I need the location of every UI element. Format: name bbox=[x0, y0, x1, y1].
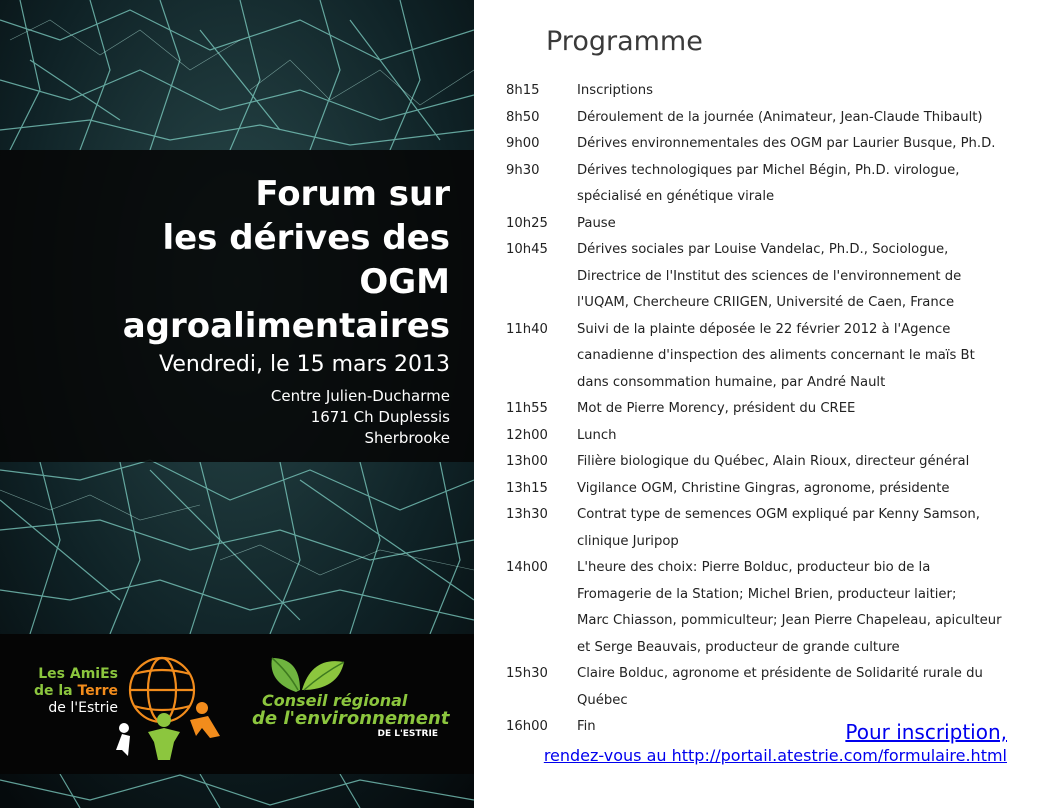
amies-logo-text bbox=[18, 666, 118, 717]
description-line: Fromagerie de la Station; Michel Brien, producteur laitier; bbox=[577, 586, 957, 602]
schedule-description bbox=[577, 476, 1026, 503]
schedule-description bbox=[577, 396, 1026, 423]
description-line: Québec bbox=[577, 692, 628, 708]
schedule-time: 13h00 bbox=[506, 454, 548, 469]
forum-title-line: les dérives des bbox=[162, 218, 450, 258]
description-line: Pause bbox=[577, 215, 616, 231]
amies-logo-line: de la Terre bbox=[33, 683, 118, 699]
schedule-row bbox=[506, 396, 1026, 423]
description-line: Inscriptions bbox=[577, 83, 653, 98]
cree-logo bbox=[246, 652, 456, 762]
schedule-row bbox=[506, 502, 1026, 555]
schedule-description bbox=[577, 237, 1026, 317]
cree-logo-line: de l'environnement bbox=[252, 708, 450, 729]
schedule-row bbox=[506, 158, 1026, 211]
schedule-row bbox=[506, 555, 1026, 661]
schedule-description bbox=[577, 78, 1026, 105]
schedule-time: 10h45 bbox=[506, 242, 548, 257]
schedule-description bbox=[577, 211, 1026, 238]
schedule-time: 8h50 bbox=[506, 109, 540, 125]
description-line: Dérives sociales par Louise Vandelac, Ph.D., Sociologue, bbox=[577, 242, 949, 257]
venue-line: 1671 Ch Duplessis bbox=[310, 408, 450, 426]
description-line: Déroulement de la journée (Animateur, Jean-Claude Thibault) bbox=[577, 109, 983, 125]
schedule-row bbox=[506, 317, 1026, 397]
cree-logo-line: DE L'ESTRIE bbox=[377, 729, 438, 739]
forum-title bbox=[20, 172, 450, 348]
schedule-time: 10h25 bbox=[506, 215, 548, 231]
event-venue bbox=[20, 386, 450, 449]
schedule-row bbox=[506, 476, 1026, 503]
schedule-time: 13h15 bbox=[506, 480, 548, 496]
description-line: canadienne d'inspection des aliments concernant le maïs Bt bbox=[577, 348, 975, 363]
schedule-row bbox=[506, 661, 1026, 714]
cree-logo-text bbox=[252, 692, 452, 740]
description-line: Filière biologique du Québec, Alain Rioux, directeur général bbox=[577, 454, 970, 469]
forum-title-line: Forum sur bbox=[255, 174, 450, 214]
description-line: dans consommation humaine, par André Nault bbox=[577, 374, 886, 390]
schedule-description bbox=[577, 131, 1026, 158]
schedule-time: 13h30 bbox=[506, 507, 548, 522]
schedule-time: 8h15 bbox=[506, 83, 540, 98]
schedule-time: 16h00 bbox=[506, 719, 548, 734]
schedule-row bbox=[506, 423, 1026, 450]
schedule-time: 9h30 bbox=[506, 162, 540, 178]
amies-de-la-terre-logo bbox=[16, 646, 226, 766]
event-date: Vendredi, le 15 mars 2013 bbox=[159, 352, 450, 377]
schedule-description bbox=[577, 423, 1026, 450]
schedule-time: 15h30 bbox=[506, 666, 548, 681]
schedule-description bbox=[577, 158, 1026, 211]
schedule-row bbox=[506, 237, 1026, 317]
event-poster bbox=[0, 0, 474, 808]
schedule-time: 9h00 bbox=[506, 136, 540, 151]
registration-link-url[interactable]: rendez-vous au http://portail.atestrie.com/formulaire.html bbox=[543, 746, 1007, 765]
schedule-description bbox=[577, 317, 1026, 397]
description-line: l'UQAM, Chercheure CRIIGEN, Université de Caen, France bbox=[577, 295, 955, 310]
description-line: L'heure des choix: Pierre Bolduc, producteur bio de la bbox=[577, 560, 931, 575]
schedule-row bbox=[506, 211, 1026, 238]
program-schedule bbox=[506, 78, 1026, 741]
schedule-time: 12h00 bbox=[506, 427, 548, 443]
amies-logo-line: de l'Estrie bbox=[48, 700, 118, 716]
schedule-description bbox=[577, 502, 1026, 555]
sponsor-logo-band bbox=[0, 634, 474, 774]
description-line: Dérives technologiques par Michel Bégin, Ph.D. virologue, bbox=[577, 162, 960, 178]
description-line: spécialisé en génétique virale bbox=[577, 189, 775, 204]
amies-logo-line: Les AmiEs bbox=[38, 666, 118, 682]
description-line: Directrice de l'Institut des sciences de l'environnement de bbox=[577, 268, 962, 284]
schedule-time: 14h00 bbox=[506, 560, 548, 575]
registration-link-title[interactable]: Pour inscription, bbox=[845, 720, 1007, 744]
description-line: Suivi de la plainte déposée le 22 février 2012 à l'Agence bbox=[577, 321, 951, 337]
description-line: Claire Bolduc, agronome et présidente de Solidarité rurale du bbox=[577, 666, 983, 681]
venue-line: Centre Julien-Ducharme bbox=[270, 387, 450, 405]
venue-line: Sherbrooke bbox=[364, 429, 450, 447]
program-heading: Programme bbox=[546, 26, 703, 57]
schedule-description bbox=[577, 449, 1026, 476]
description-line: Dérives environnementales des OGM par Laurier Busque, Ph.D. bbox=[577, 136, 996, 151]
leaf-icon bbox=[266, 652, 346, 696]
description-line: et Serge Beauvais, producteur de grande culture bbox=[577, 639, 900, 655]
schedule-row bbox=[506, 131, 1026, 158]
schedule-time: 11h55 bbox=[506, 401, 548, 416]
forum-title-line: OGM bbox=[359, 262, 450, 302]
forum-title-line: agroalimentaires bbox=[122, 306, 450, 346]
schedule-description bbox=[577, 661, 1026, 714]
schedule-time: 11h40 bbox=[506, 321, 548, 337]
schedule-row bbox=[506, 78, 1026, 105]
schedule-description bbox=[577, 105, 1026, 132]
description-line: Vigilance OGM, Christine Gingras, agronome, présidente bbox=[577, 480, 950, 496]
cree-logo-line: Conseil régional bbox=[262, 691, 408, 710]
description-line: Lunch bbox=[577, 427, 617, 443]
description-line: Mot de Pierre Morency, président du CREE bbox=[577, 401, 856, 416]
schedule-description bbox=[577, 555, 1026, 661]
description-line: Contrat type de semences OGM expliqué par Kenny Samson, bbox=[577, 507, 980, 522]
schedule-row bbox=[506, 105, 1026, 132]
description-line: clinique Juripop bbox=[577, 533, 679, 549]
schedule-row bbox=[506, 449, 1026, 476]
description-line: Fin bbox=[577, 719, 596, 734]
description-line: Marc Chiasson, pommiculteur; Jean Pierre Chapeleau, apiculteur bbox=[577, 613, 1002, 628]
globe-people-icon bbox=[112, 650, 224, 762]
